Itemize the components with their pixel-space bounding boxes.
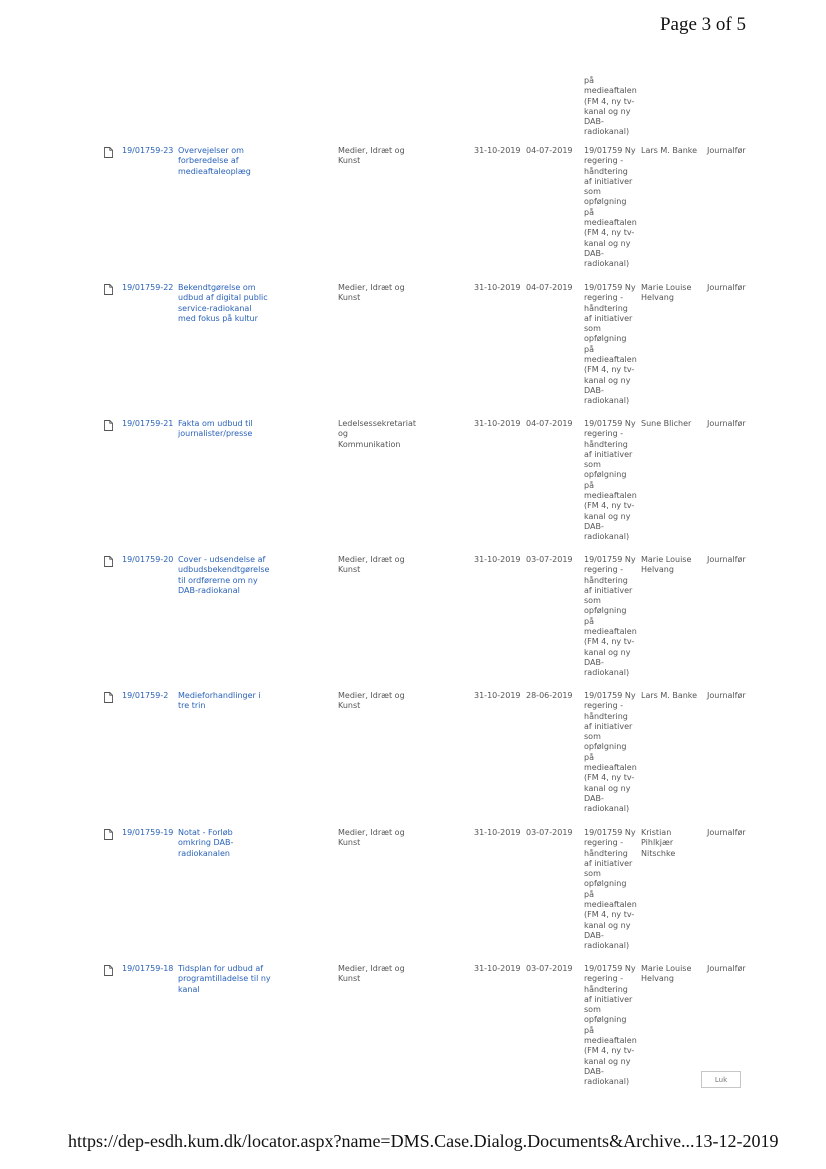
status-cell: Journalfør [707, 419, 746, 428]
person-cell: Marie Louise Helvang [641, 555, 692, 575]
doc-number-link[interactable]: 19/01759-23 [122, 146, 174, 155]
doc-title-link[interactable]: Medieforhandlinger i tre trin [178, 691, 261, 711]
doc-title-link[interactable]: Bekendtgørelse om udbud af digital public service-radiokanal med fokus på kultur [178, 283, 268, 323]
document-icon[interactable] [104, 147, 113, 158]
case-cell: 19/01759 Ny regering - håndtering af initiativer som opfølgning på medieaftalen (FM 4, ny tv- kanal og ny DAB- radiokanal) [584, 828, 637, 951]
doc-title-link[interactable]: Fakta om udbud til journalister/presse [178, 419, 253, 439]
date-cell: 31-10-2019 [474, 283, 521, 292]
page-footer [68, 1131, 779, 1152]
date-cell: 03-07-2019 [526, 964, 573, 973]
doc-title-link[interactable]: Cover - udsendelse af udbudsbekendtgørelse til ordførerne om ny DAB-radiokanal [178, 555, 270, 595]
case-cell: 19/01759 Ny regering - håndtering af initiativer som opfølgning på medieaftalen (FM 4, ny tv- kanal og ny DAB- radiokanal) [584, 964, 637, 1087]
unit-cell: Medier, Idræt og Kunst [338, 964, 405, 984]
doc-number-link[interactable]: 19/01759-18 [122, 964, 174, 973]
status-cell: Journalfør [707, 828, 746, 837]
case-cell: 19/01759 Ny regering - håndtering af initiativer som opfølgning på medieaftalen (FM 4, ny tv- kanal og ny DAB- radiokanal) [584, 419, 637, 542]
case-cell: 19/01759 Ny regering - håndtering af initiativer som opfølgning på medieaftalen (FM 4, ny tv- kanal og ny DAB- radiokanal) [584, 146, 637, 269]
status-cell: Journalfør [707, 964, 746, 973]
document-icon[interactable] [104, 556, 113, 567]
person-cell: Lars M. Banke [641, 146, 698, 155]
doc-number-link[interactable]: 19/01759-21 [122, 419, 174, 428]
case-cell: 19/01759 Ny regering - håndtering af initiativer som opfølgning på medieaftalen (FM 4, ny tv- kanal og ny DAB- radiokanal) [584, 555, 637, 678]
status-cell: Journalfør [707, 691, 746, 700]
date-cell: 04-07-2019 [526, 419, 573, 428]
document-icon[interactable] [104, 420, 113, 431]
status-cell: Journalfør [707, 146, 746, 155]
unit-cell: Medier, Idræt og Kunst [338, 691, 405, 711]
doc-number-link[interactable]: 19/01759-2 [122, 691, 169, 700]
status-cell: Journalfør [707, 555, 746, 564]
case-cell: 19/01759 Ny regering - håndtering af initiativer som opfølgning på medieaftalen (FM 4, ny tv- kanal og ny DAB- radiokanal) [584, 283, 637, 406]
document-icon[interactable] [104, 829, 113, 840]
date-cell: 31-10-2019 [474, 146, 521, 155]
person-cell: Sune Blicher [641, 419, 692, 428]
doc-title-link[interactable]: Overvejelser om forberedelse af medieaftaleoplæg [178, 146, 251, 176]
person-cell: Lars M. Banke [641, 691, 698, 700]
document-icon[interactable] [104, 965, 113, 976]
date-cell: 31-10-2019 [474, 828, 521, 837]
person-cell: Marie Louise Helvang [641, 964, 692, 984]
doc-number-link[interactable]: 19/01759-22 [122, 283, 174, 292]
case-cell: 19/01759 Ny regering - håndtering af initiativer som opfølgning på medieaftalen (FM 4, ny tv- kanal og ny DAB- radiokanal) [584, 691, 637, 814]
date-cell: 31-10-2019 [474, 419, 521, 428]
date-cell: 04-07-2019 [526, 283, 573, 292]
unit-cell: Ledelsessekretariat og Kommunikation [338, 419, 417, 449]
person-cell: Kristian Pihlkjær Nitschke [641, 828, 676, 858]
date-cell: 04-07-2019 [526, 146, 573, 155]
document-icon[interactable] [104, 284, 113, 295]
date-cell: 31-10-2019 [474, 964, 521, 973]
date-cell: 31-10-2019 [474, 555, 521, 564]
person-cell: Marie Louise Helvang [641, 283, 692, 303]
unit-cell: Medier, Idræt og Kunst [338, 146, 405, 166]
date-cell: 03-07-2019 [526, 555, 573, 564]
status-cell: Journalfør [707, 283, 746, 292]
footer-url: https://dep-esdh.kum.dk/locator.aspx?name=DMS.Case.Dialog.Documents&Archive... [68, 1131, 695, 1151]
date-cell: 03-07-2019 [526, 828, 573, 837]
document-icon[interactable] [104, 692, 113, 703]
case-cell-carryover: på medieaftalen (FM 4, ny tv- kanal og ny DAB- radiokanal) [584, 76, 637, 137]
doc-number-link[interactable]: 19/01759-20 [122, 555, 174, 564]
close-button[interactable]: Luk [701, 1071, 741, 1088]
footer-date: 13-12-2019 [694, 1131, 779, 1151]
page-header: Page 3 of 5 [659, 14, 746, 35]
unit-cell: Medier, Idræt og Kunst [338, 555, 405, 575]
doc-title-link[interactable]: Tidsplan for udbud af programtilladelse til ny kanal [178, 964, 271, 994]
date-cell: 31-10-2019 [474, 691, 521, 700]
unit-cell: Medier, Idræt og Kunst [338, 283, 405, 303]
unit-cell: Medier, Idræt og Kunst [338, 828, 405, 848]
doc-title-link[interactable]: Notat - Forløb omkring DAB- radiokanalen [178, 828, 234, 858]
doc-number-link[interactable]: 19/01759-19 [122, 828, 174, 837]
date-cell: 28-06-2019 [526, 691, 573, 700]
